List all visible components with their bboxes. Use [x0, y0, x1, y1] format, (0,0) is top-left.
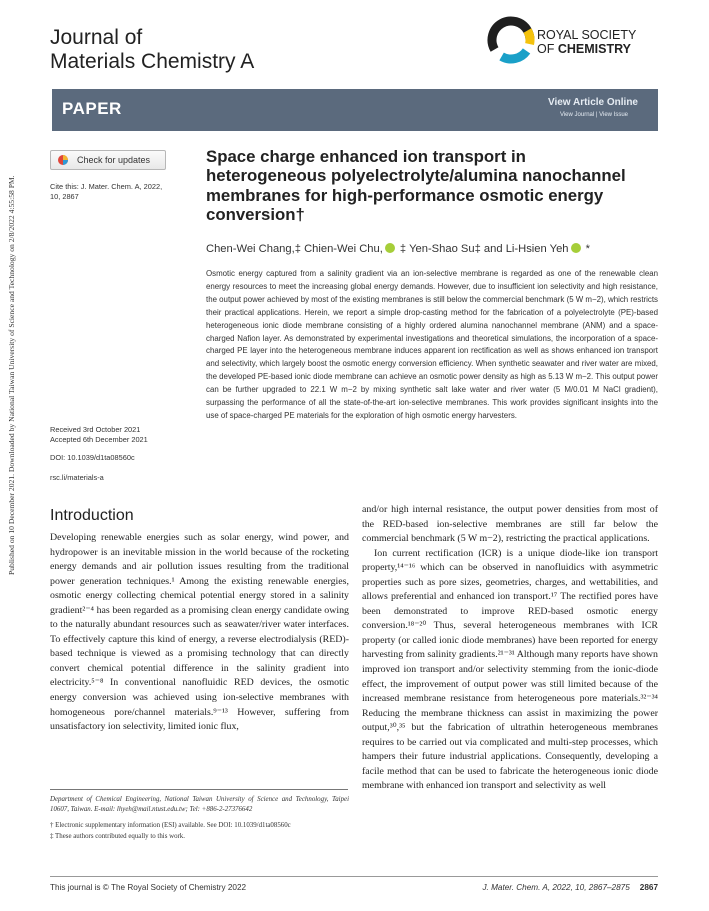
footer-citation — [482, 883, 658, 892]
author-2: Chien-Wei Chu, — [304, 243, 383, 255]
footnote-divider — [50, 789, 348, 790]
article-title: Space charge enhanced ion transport in heterogeneous polyelectrolyte/alumina nanochannel membranes for high-performance osmotic energy conversion† — [206, 147, 626, 225]
body-column-left — [50, 531, 349, 735]
publication-side-note — [1, 75, 16, 575]
journal-title-line1: Journal of — [50, 26, 143, 49]
section-heading-introduction: Introduction — [50, 507, 134, 524]
rsc-short-link[interactable]: rsc.li/materials-a — [50, 473, 104, 482]
accepted-date: Accepted 6th December 2021 — [50, 435, 148, 444]
rsc-logo-icon[interactable] — [487, 16, 535, 64]
check-updates-icon — [57, 154, 69, 166]
side-note-text: Published on 10 December 2021. Downloaded by National Taiwan University of Science and Technology on 2/8/2022 4:55:58 PM. — [7, 175, 16, 575]
intro-paragraph-1-cont: and/or high internal resistance, the output power densities from most of the RED-based ion-selective membranes are still far below the commercial benchmark (5 W m−2), restricting the practical applications. — [362, 504, 658, 545]
publisher-line2-prefix: OF — [537, 42, 558, 56]
corresponding-mark: * — [582, 243, 590, 255]
journal-issue-links[interactable]: View Journal | View Issue — [559, 112, 628, 118]
footnotes — [50, 795, 349, 842]
received-date: Received 3rd October 2021 — [50, 425, 141, 434]
publisher-name — [537, 28, 636, 56]
view-article-online-link[interactable]: View Article Online — [547, 97, 638, 108]
footer-citation-text: J. Mater. Chem. A, 2022, 10, 2867–2875 — [482, 883, 630, 892]
author-list — [206, 243, 590, 255]
page-number: 2867 — [639, 883, 658, 892]
footer-copyright: This journal is © The Royal Society of Chemistry 2022 — [50, 883, 247, 892]
check-updates-label: Check for updates — [77, 155, 151, 165]
intro-paragraph-1: Developing renewable energies such as solar energy, wind power, and hydropower is an inevitable mission in the world because of the rocketing energy demands and air pollution issues resulting from the traditional power generation techniques.¹ Among the existing renewable energies, osmotic energy collecting chemical potential energy stored in a salinity gradient²⁻⁴ has been regarded as a promising clean energy candidate owing to the naturally abundant resources such as seawater/river water interfaces. To effectively capture this kind of energy, a reverse electrodialysis (RED)-based technique is viewed as a promising technology that can directly convert chemical potential difference in the salinity gradient into electricity.⁵⁻⁸ In conventional nanofluidic RED devices, the osmotic energy conversion was achieved using ion-selective membranes with homogeneous pore/channel materials.⁹⁻¹³ However, suffering from unsatisfactory ion selectivity, limited ionic flux, — [50, 532, 349, 733]
check-for-updates-button[interactable] — [50, 150, 166, 170]
doi-link[interactable]: DOI: 10.1039/d1ta08560c — [50, 453, 135, 462]
affiliation-note: Department of Chemical Engineering, National Taiwan University of Science and Technology, Taipei 10607, Taiwan. E-mail: lhyeh@mail.ntust.edu.tw; Tel: +886-2-27376642 — [50, 796, 349, 814]
publisher-line2 — [537, 42, 636, 56]
body-column-right — [362, 503, 658, 794]
citation: Cite this: J. Mater. Chem. A, 2022, 10, 2867 — [50, 182, 163, 201]
article-type-banner — [52, 89, 658, 131]
journal-title[interactable] — [50, 26, 254, 74]
author-3-4: Yen-Shao Su‡ and Li-Hsien Yeh — [409, 243, 569, 255]
publisher-line1: ROYAL SOCIETY — [537, 28, 637, 42]
publisher-line2-bold: CHEMISTRY — [557, 42, 631, 56]
intro-paragraph-2: Ion current rectification (ICR) is a unique diode-like ion transport property,¹⁴⁻¹⁶ which can be observed in nanofluidics with asymmetric properties such as pore sizes, geometries, charges, and wettabilities, and allows preferential and enhanced ion transport.¹⁷ The rectified pores have been demonstrated to improve RED-based osmotic energy conversion.¹⁸⁻²⁰ Thus, several heterogeneous membranes with ICR property (or called ionic diode membranes) have been reported for energy harvesting from salinity gradients.²¹⁻³¹ Although many reports have shown improved ion transport and/or selectivity stemming from the ionic-diode effect, the improvement of output power was still limited because of the increased membrane resistance from heterogeneous pore materials.³²⁻³⁴ Reducing the membrane thickness can assist in maximizing the power output,³⁰,³⁵ but the fabrication of ultrathin heterogeneous membranes requires to be carried out via complicated and multi-step processes, which hampers their future industrial applications. Consequently, developing a facile method that can be used to fabricate the heterogeneous ionic diode membrane with enhanced ion transport and selectivity as well — [362, 547, 658, 792]
orcid-icon[interactable] — [571, 243, 581, 253]
footer-divider — [50, 876, 658, 877]
journal-title-line2: Materials Chemistry A — [50, 50, 255, 73]
author-1: Chen-Wei Chang,‡ — [206, 243, 305, 255]
author-2-mark: ‡ — [396, 243, 410, 255]
equal-contribution-note: ‡ These authors contributed equally to this work. — [50, 832, 185, 840]
orcid-icon[interactable] — [385, 243, 395, 253]
esi-note: † Electronic supplementary information (ESI) available. See DOI: 10.1039/d1ta08560c — [50, 822, 291, 830]
article-type-label: PAPER — [62, 99, 122, 118]
abstract: Osmotic energy captured from a salinity gradient via an ion-selective membrane is regarded as one of the renewable clean energy resources to meet the increasing global energy demands. However, due to insufficient ion selectivity and high resistance, the output power achieved by most of the existing membranes is still below the commercial benchmark (5 W m−2), which restricts their practical applications. Herein, we report a simple drop-casting method for the fabrication of a polyelectrolyte (PE)-based heterogeneous ionic diode membrane consisting of a highly ordered alumina nanochannel membrane (ANM) and a space-charged Nafion layer. As demonstrated by experimental investigations and theoretical simulations, the incorporation of a space-charged PE layer into the heterogeneous membrane induces apparent ion rectification as well as shows enhanced ion transport and selectivity, which largely boost the osmotic energy conversion efficiency. When synthetic seawater and river water are mixed, the developed PE-based ionic diode membrane can achieve an osmotic power density as high as 5.13 W m−2. This output power can be further upgraded to 22.1 W m−2 by mixing synthetic salt lake water and river water (5 M/0.01 M NaCl gradient), surpassing the performance of all the state-of-the-art ion-selective membranes. This work provides significant insights into the use of space-charged PE materials for the exploration of high osmotic energy harvesters. — [206, 269, 658, 420]
